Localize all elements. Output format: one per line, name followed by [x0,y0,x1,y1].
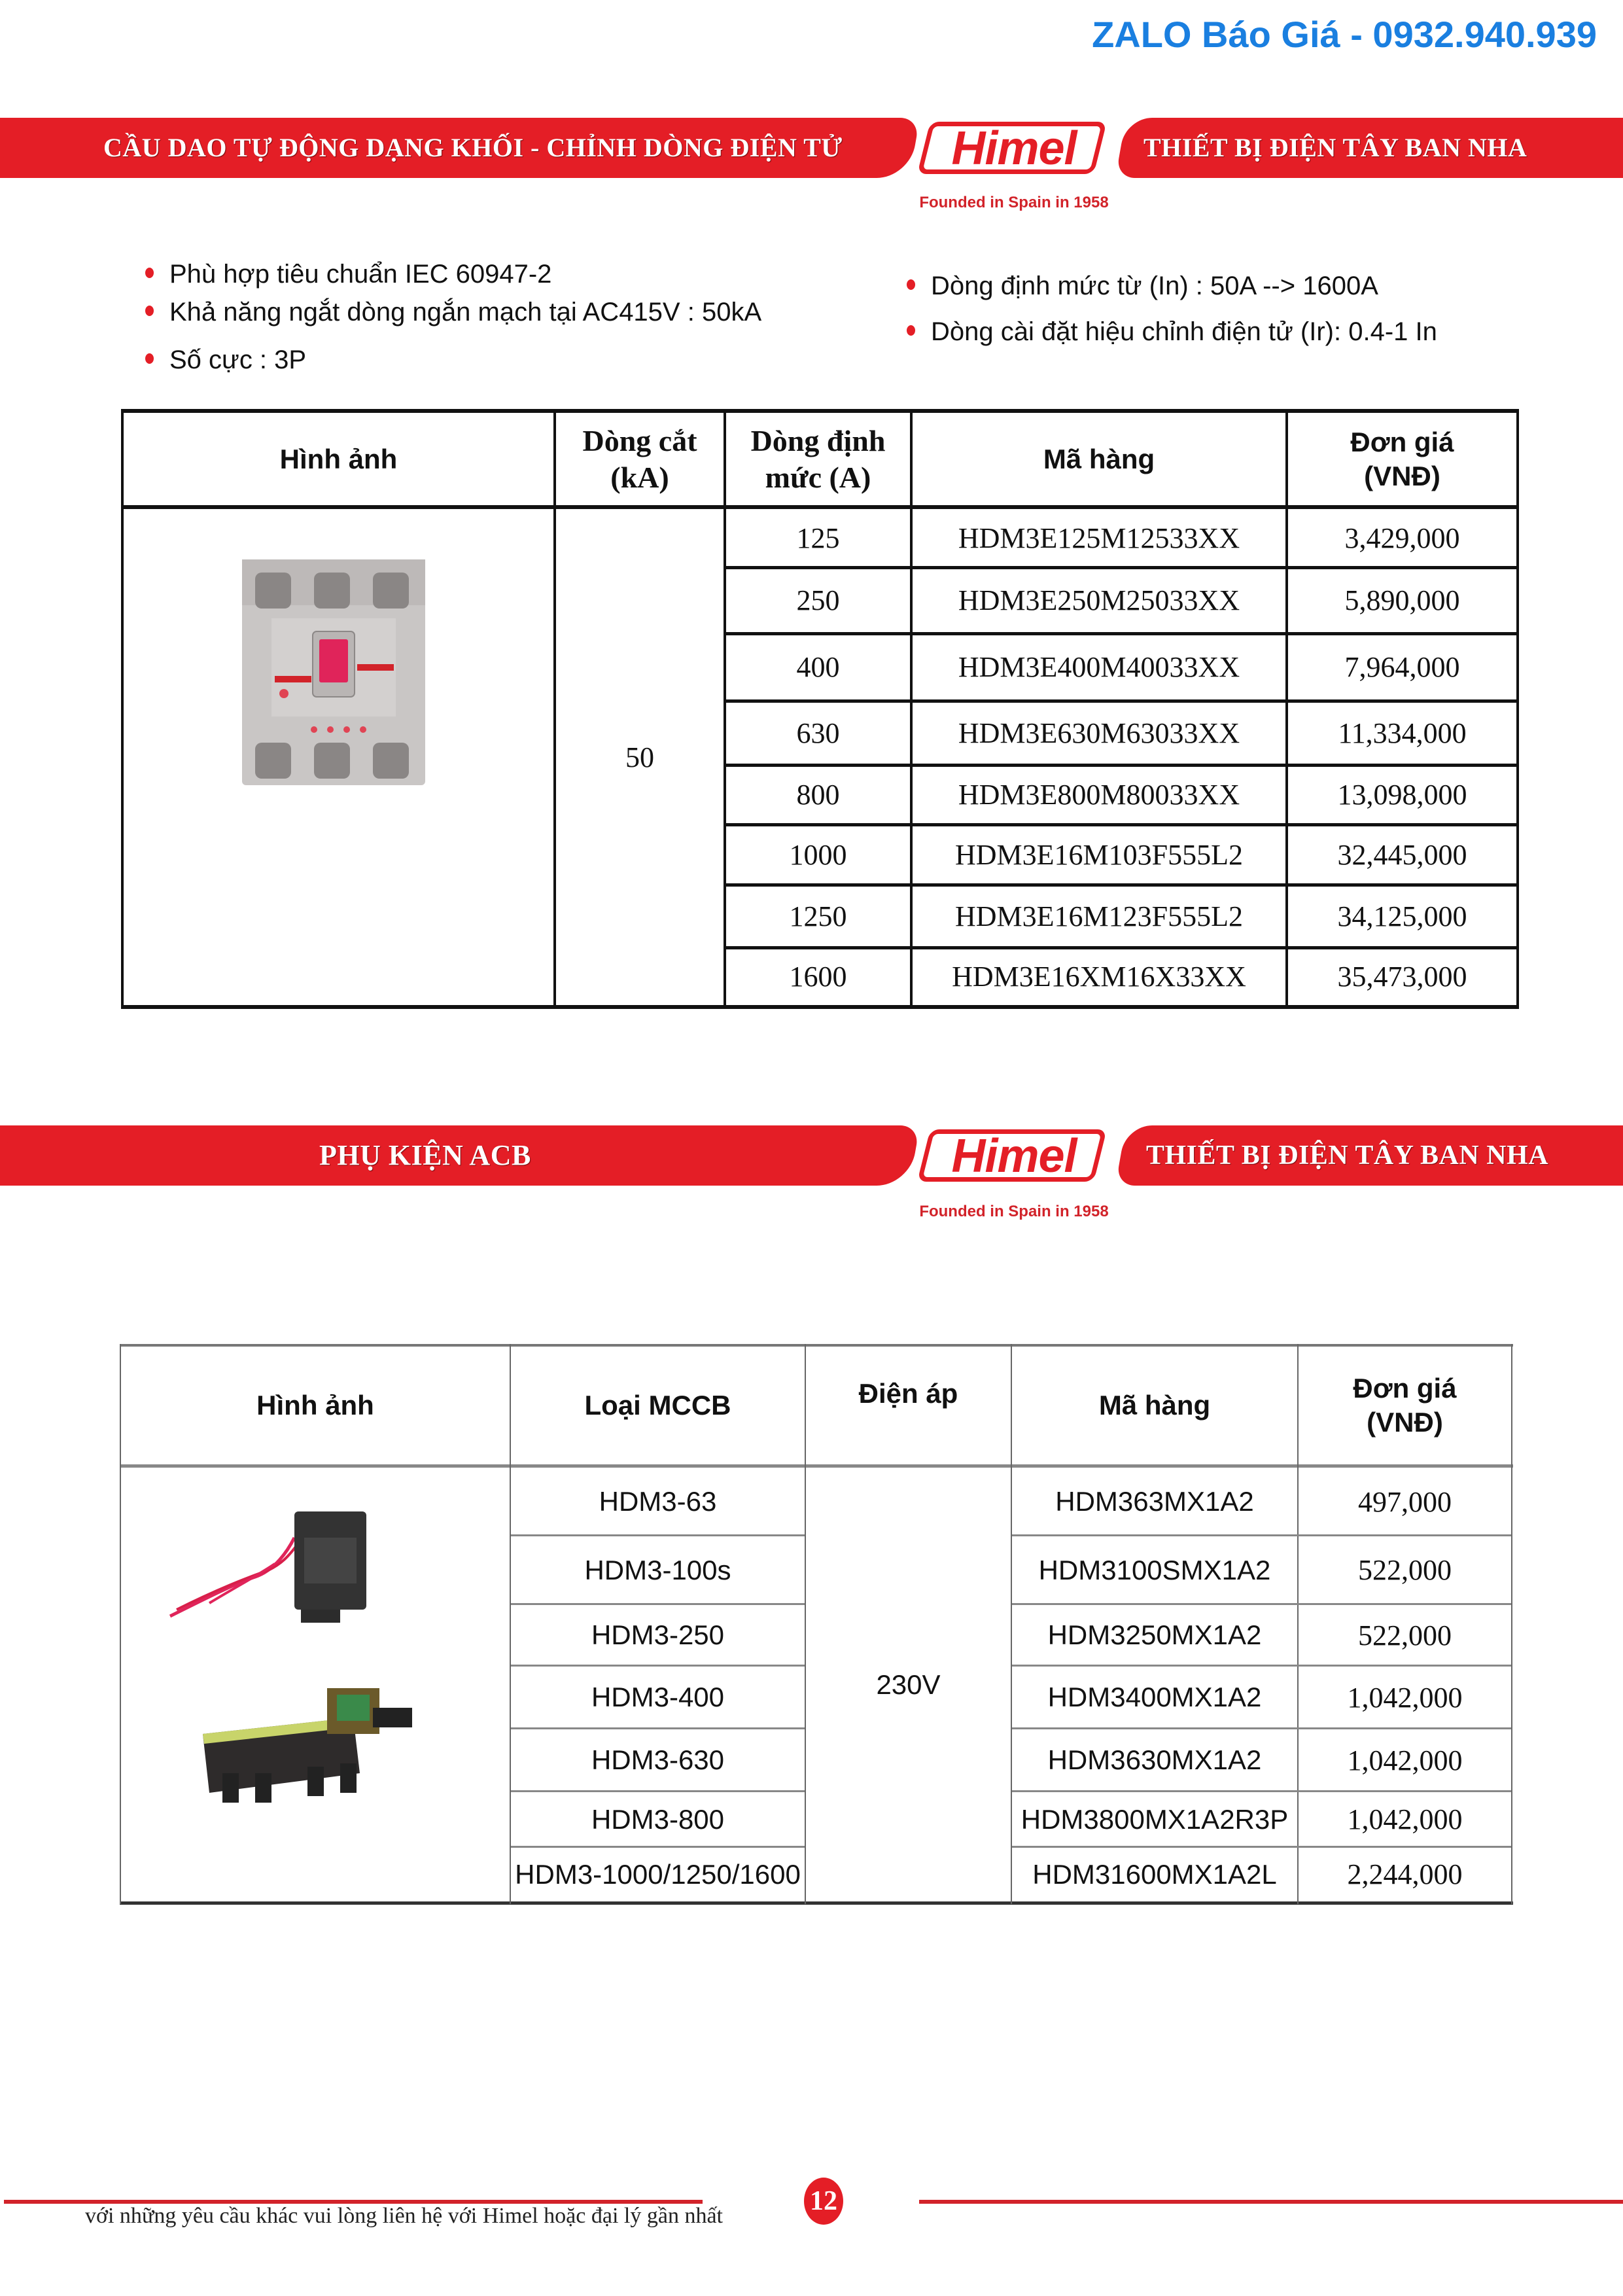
bullet-item: Số cực : 3P [145,345,306,375]
bullet-item: Dòng cài đặt hiệu chỉnh điện tử (Ir): 0.4-1 In [907,317,1437,347]
price-cell: 7,964,000 [1344,651,1460,683]
column-header-image: Hình ảnh [256,1390,374,1421]
himel-logo [916,118,1112,181]
price-cell: 1,042,000 [1347,1744,1463,1776]
shunt-trip-image [157,1498,406,1642]
mccb-type-cell: HDM3-400 [591,1682,725,1712]
column-header-voltage: Điện áp [858,1378,958,1409]
mccb-type-cell: HDM3-800 [591,1803,725,1835]
rated-current-cell: 125 [796,522,840,554]
price-cell: 5,890,000 [1344,584,1460,616]
column-header-mccb-type: Loại MCCB [584,1390,731,1421]
rated-current-cell: 1250 [789,900,847,932]
product-code-cell: HDM3E16XM16X33XX [952,960,1246,993]
section2-banner [0,1125,1623,1191]
product-code-cell: HDM3400MX1A2 [1047,1682,1262,1712]
product-code-cell: HDM3E630M63033XX [958,716,1240,749]
brand-tagline: Founded in Spain in 1958 [919,1203,1109,1220]
undervoltage-release-image [196,1682,445,1812]
breaking-capacity-value: 50 [625,741,654,773]
mccb-type-cell: HDM3-250 [591,1619,725,1650]
rated-current-cell: 1600 [789,960,847,993]
contact-banner: ZALO Báo Giá - 0932.940.939 [1092,14,1597,55]
undervoltage-release-icon [196,1682,445,1812]
column-header-code: Mã hàng [1043,443,1155,474]
price-cell: 35,473,000 [1337,960,1467,993]
column-header-price: Đơn giá (VNĐ) [1353,1373,1457,1438]
column-header-rated-current: Dòng định mức (A) [750,423,886,494]
bullet-dot-icon [145,306,154,316]
rated-current-cell: 800 [796,779,840,811]
brand-subtitle: THIẾT BỊ ĐIỆN TÂY BAN NHA [1146,1140,1549,1171]
table-border [121,1005,1519,1009]
product-code-cell: HDM3E800M80033XX [958,779,1240,811]
column-header-code: Mã hàng [1098,1390,1211,1421]
mccb-type-cell: HDM3-100s [584,1554,731,1585]
product-code-cell: HDM3E125M12533XX [958,522,1240,554]
column-header-price: Đơn giá (VNĐ) [1350,426,1454,491]
voltage-value: 230V [876,1669,941,1700]
rated-current-cell: 250 [796,584,840,616]
section1-title: CẦU DAO TỰ ĐỘNG DẠNG KHỐI - CHỈNH DÒNG ĐIỆN TỬ [103,133,843,162]
column-header-image: Hình ảnh [279,443,398,474]
footer-note: với những yêu cầu khác vui lòng liên hệ với Himel hoặc đại lý gần nhất [85,2204,723,2228]
section1-banner [0,118,1623,183]
product-code-cell: HDM31600MX1A2L [1032,1858,1277,1890]
bullet-dot-icon [145,268,154,278]
section2-title: PHỤ KIỆN ACB [319,1139,531,1171]
mccb-type-cell: HDM3-63 [599,1486,717,1517]
bullet-dot-icon [907,325,915,336]
bullet-dot-icon [145,353,154,364]
table-border [1516,409,1519,1009]
product-code-cell: HDM3100SMX1A2 [1038,1554,1271,1585]
brand-tagline: Founded in Spain in 1958 [919,194,1109,211]
product-code-cell: HDM3250MX1A2 [1047,1619,1262,1650]
mccb-product-image [236,546,432,808]
price-cell: 522,000 [1358,1554,1452,1586]
price-cell: 2,244,000 [1347,1858,1463,1890]
table-border [1511,1344,1512,1904]
price-cell: 522,000 [1358,1619,1452,1651]
price-cell: 1,042,000 [1347,1803,1463,1835]
price-cell: 34,125,000 [1337,900,1467,932]
page-number: 12 [804,2178,843,2225]
bullet-item: Dòng định mức từ (In) : 50A --> 1600A [907,272,1378,301]
footer-divider [919,2200,1623,2204]
bullet-dot-icon [907,279,915,290]
product-code-cell: HDM363MX1A2 [1055,1486,1254,1517]
logo-text: Himel [951,122,1077,175]
price-cell: 497,000 [1358,1485,1452,1518]
product-code-cell: HDM3800MX1A2R3P [1021,1803,1289,1835]
price-cell: 13,098,000 [1337,779,1467,811]
rated-current-cell: 1000 [789,838,847,871]
mccb-type-cell: HDM3-630 [591,1744,725,1775]
product-code-cell: HDM3E16M103F555L2 [954,838,1244,871]
table-border [120,1901,1513,1905]
himel-logo [916,1125,1112,1188]
product-code-cell: HDM3E400M40033XX [958,651,1240,683]
bullet-item: Khả năng ngắt dòng ngắn mạch tại AC415V : 50kA [145,298,761,327]
column-header-breaking-capacity: Dòng cắt (kA) [582,423,697,494]
shunt-trip-icon [157,1498,406,1642]
product-code-cell: HDM3E250M25033XX [958,584,1240,616]
product-code-cell: HDM3E16M123F555L2 [954,900,1244,932]
product-code-cell: HDM3630MX1A2 [1047,1744,1262,1775]
price-cell: 1,042,000 [1347,1681,1463,1714]
circuit-breaker-icon [236,546,432,808]
price-cell: 11,334,000 [1338,716,1467,749]
logo-text: Himel [951,1130,1077,1182]
brand-subtitle: THIẾT BỊ ĐIỆN TÂY BAN NHA [1143,133,1527,162]
bullet-item: Phù hợp tiêu chuẩn IEC 60947-2 [145,260,551,289]
rated-current-cell: 400 [796,651,840,683]
price-cell: 32,445,000 [1337,838,1467,871]
rated-current-cell: 630 [796,716,840,749]
mccb-type-cell: HDM3-1000/1250/1600 [515,1858,801,1890]
price-cell: 3,429,000 [1344,522,1460,554]
